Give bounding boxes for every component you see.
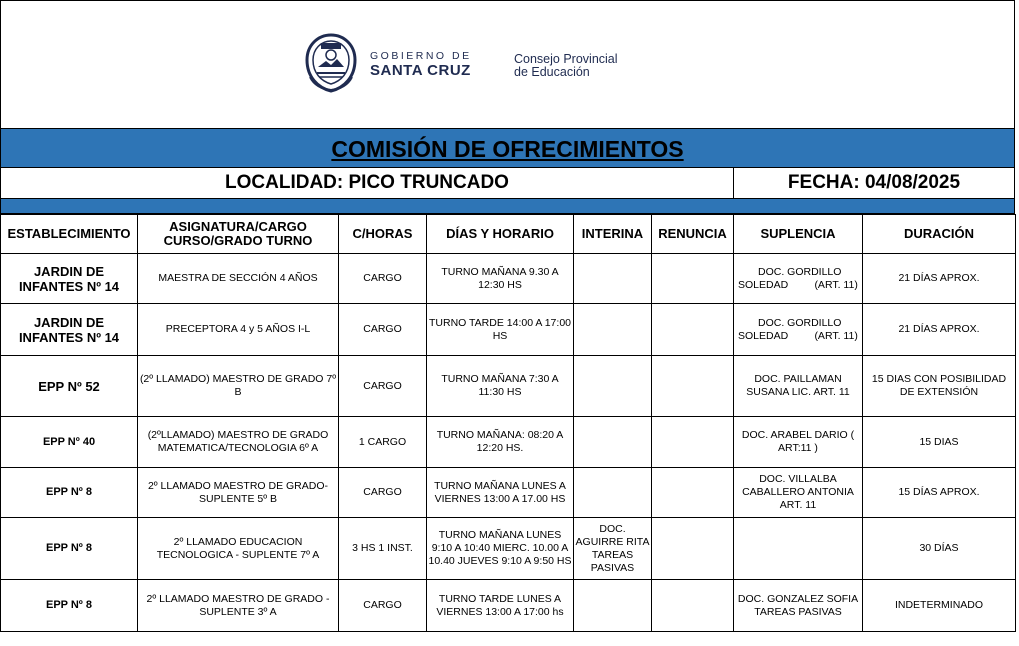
cell-dias: TURNO MAÑANA LUNES A VIERNES 13:00 A 17.00 HS: [427, 468, 574, 518]
cell-interina: [574, 254, 652, 304]
cell-dias: TURNO MAÑANA LUNES 9:10 A 10:40 MIERC. 10.00 A 10.40 JUEVES 9:10 A 9:50 HS: [427, 518, 574, 580]
localidad-row: [0, 168, 1015, 198]
cell-suplencia: DOC. VILLALBA CABALLERO ANTONIA ART. 11: [734, 468, 863, 518]
table-row: [1, 417, 1016, 468]
cell-suplencia: [734, 518, 863, 580]
suplencia-line-2: SOLEDAD (ART. 11): [738, 278, 858, 291]
cell-establecimiento: EPP Nº 40: [1, 417, 138, 468]
table-row: [1, 518, 1016, 580]
consejo-line-1: Consejo Provincial: [514, 52, 618, 66]
cell-suplencia: DOC. PAILLAMAN SUSANA LIC. ART. 11: [734, 356, 863, 417]
cell-duracion: 30 DÍAS: [863, 518, 1016, 580]
cell-horas: CARGO: [339, 468, 427, 518]
table-row: [1, 468, 1016, 518]
table-header-row: [1, 215, 1016, 254]
suplencia-line-2: SOLEDAD (ART. 11): [738, 329, 858, 342]
cell-asignatura: (2º LLAMADO) MAESTRO DE GRADO 7º B: [138, 356, 339, 417]
cell-renuncia: [652, 417, 734, 468]
cell-interina: DOC. AGUIRRE RITA TAREAS PASIVAS: [574, 518, 652, 580]
table-row: [1, 304, 1016, 356]
government-logo: [304, 33, 634, 97]
cell-establecimiento: EPP Nº 8: [1, 580, 138, 632]
santa-cruz-coat-of-arms-icon: [304, 33, 358, 93]
cell-horas: 1 CARGO: [339, 417, 427, 468]
cell-suplencia: DOC. GONZALEZ SOFIA TAREAS PASIVAS: [734, 580, 863, 632]
cell-establecimiento: EPP Nº 8: [1, 468, 138, 518]
table-row: [1, 580, 1016, 632]
cell-renuncia: [652, 518, 734, 580]
header-horas: C/HORAS: [339, 215, 427, 254]
cell-duracion: 21 DÍAS APROX.: [863, 304, 1016, 356]
cell-interina: [574, 580, 652, 632]
consejo-line-2: de Educación: [514, 65, 590, 79]
cell-interina: [574, 356, 652, 417]
title-bar: [0, 128, 1015, 168]
header-suplencia: SUPLENCIA: [734, 215, 863, 254]
cell-renuncia: [652, 304, 734, 356]
document-title: COMISIÓN DE OFRECIMIENTOS: [331, 136, 684, 162]
cell-duracion: INDETERMINADO: [863, 580, 1016, 632]
cell-interina: [574, 468, 652, 518]
cell-renuncia: [652, 356, 734, 417]
cell-duracion: 21 DÍAS APROX.: [863, 254, 1016, 304]
suplencia-line-1: DOC. GORDILLO: [758, 316, 842, 329]
cell-asignatura: PRECEPTORA 4 y 5 AÑOS I-L: [138, 304, 339, 356]
cell-dias: TURNO TARDE LUNES A VIERNES 13:00 A 17:00 hs: [427, 580, 574, 632]
cell-duracion: 15 DIAS: [863, 417, 1016, 468]
cell-interina: [574, 304, 652, 356]
cell-dias: TURNO MAÑANA 9.30 A 12:30 HS: [427, 254, 574, 304]
cell-establecimiento: JARDIN DE INFANTES Nº 14: [1, 304, 138, 356]
cell-dias: TURNO TARDE 14:00 A 17:00 HS: [427, 304, 574, 356]
localidad-label: LOCALIDAD: PICO TRUNCADO: [1, 168, 734, 198]
cell-dias: TURNO MAÑANA: 08:20 A 12:20 HS.: [427, 417, 574, 468]
gov-wordmark: [370, 50, 472, 79]
header-asignatura: [138, 215, 339, 254]
document-header: [0, 0, 1015, 128]
header-asignatura-line-2: CURSO/GRADO TURNO: [163, 233, 313, 248]
cell-horas: CARGO: [339, 580, 427, 632]
cell-horas: CARGO: [339, 356, 427, 417]
header-establecimiento: ESTABLECIMIENTO: [1, 215, 138, 254]
cell-renuncia: [652, 468, 734, 518]
cell-horas: CARGO: [339, 254, 427, 304]
cell-horas: CARGO: [339, 304, 427, 356]
cell-establecimiento: EPP Nº 8: [1, 518, 138, 580]
header-duracion: DURACIÓN: [863, 215, 1016, 254]
ofrecimientos-table: [0, 214, 1016, 632]
cell-asignatura: (2ºLLAMADO) MAESTRO DE GRADO MATEMATICA/TECNOLOGIA 6º A: [138, 417, 339, 468]
cell-asignatura: 2º LLAMADO MAESTRO DE GRADO-SUPLENTE 5º B: [138, 468, 339, 518]
consejo-text: [514, 53, 618, 79]
blue-divider: [0, 198, 1015, 214]
cell-renuncia: [652, 254, 734, 304]
suplencia-line-1: DOC. GORDILLO: [758, 265, 842, 278]
cell-duracion: 15 DÍAS APROX.: [863, 468, 1016, 518]
cell-dias: TURNO MAÑANA 7:30 A 11:30 HS: [427, 356, 574, 417]
gov-top-text: GOBIERNO DE: [370, 50, 472, 62]
cell-establecimiento: JARDIN DE INFANTES Nº 14: [1, 254, 138, 304]
cell-interina: [574, 417, 652, 468]
cell-renuncia: [652, 580, 734, 632]
header-asignatura-line-1: ASIGNATURA/CARGO: [169, 219, 307, 234]
header-renuncia: RENUNCIA: [652, 215, 734, 254]
header-interina: INTERINA: [574, 215, 652, 254]
cell-establecimiento: EPP Nº 52: [1, 356, 138, 417]
cell-asignatura: MAESTRA DE SECCIÓN 4 AÑOS: [138, 254, 339, 304]
cell-horas: 3 HS 1 INST.: [339, 518, 427, 580]
table-row: [1, 356, 1016, 417]
fecha-label: FECHA: 04/08/2025: [787, 172, 961, 193]
gov-main-text: SANTA CRUZ: [370, 62, 471, 79]
cell-suplencia: DOC. ARABEL DARIO ( ART:11 ): [734, 417, 863, 468]
cell-suplencia: [734, 304, 863, 356]
cell-duracion: 15 DIAS CON POSIBILIDAD DE EXTENSIÓN: [863, 356, 1016, 417]
cell-asignatura: 2º LLAMADO MAESTRO DE GRADO -SUPLENTE 3º A: [138, 580, 339, 632]
table-row: [1, 254, 1016, 304]
header-dias: DÍAS Y HORARIO: [427, 215, 574, 254]
cell-asignatura: 2º LLAMADO EDUCACION TECNOLOGICA - SUPLENTE 7º A: [138, 518, 339, 580]
cell-suplencia: [734, 254, 863, 304]
